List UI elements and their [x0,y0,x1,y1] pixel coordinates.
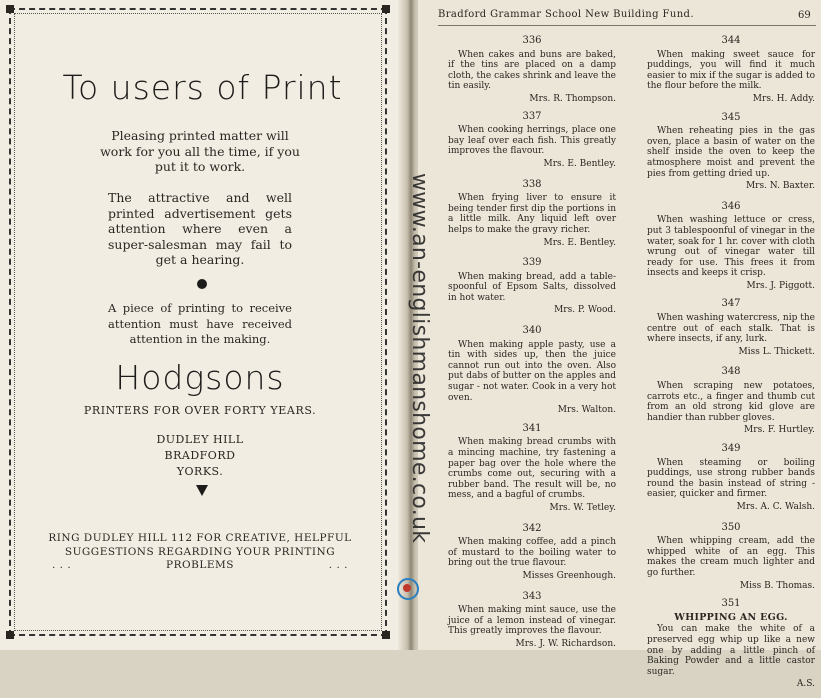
hint-number: 342 [522,522,542,534]
hint-text: When making bread crumbs with a mincing machine, try fastening a paper bag over the hole where the crumbs come out, securing with a rubber band. The result will be, no mess, and a bagful of crumbs. [448,437,616,501]
hint-author: A.S. [796,679,815,690]
address-line: DUDLEY HILL [156,433,244,446]
hint-author: Miss L. Thickett. [738,346,815,357]
hint-number: 345 [721,111,741,123]
hint-text: When washing watercress, nip the centre out of each stalk. That is where insects, if any, lurk. [647,313,815,345]
hint-entry [647,523,815,592]
address-line: YORKS. [176,465,224,478]
hint-number: 343 [522,590,542,602]
hint-number: 338 [522,178,542,190]
hint-number: 337 [522,110,542,122]
footer-line [30,559,370,573]
hint-number: 349 [721,443,741,454]
hint-text: When cooking herrings, place one bay leaf over each fish. This greatly improves the flavour. [448,125,616,157]
footer-dots: . . . [52,559,72,571]
hint-entry [448,524,616,582]
hint-author: Mrs. E. Bentley. [543,158,616,169]
running-head: Bradford Grammar School New Building Fund. [438,9,694,20]
hint-number: 344 [721,35,741,46]
hint-text: When scraping new potatoes, carrots etc., a finger and thumb cut from an old strong kid glove are handier than rubber gloves. [647,381,815,423]
company-tagline: PRINTERS FOR OVER FORTY YEARS. [83,404,317,417]
hint-text: When making apple pasty, use a tin with sides up, then the juice cannot run out into the oven. Also put dabs of butter on the apples and sugar - not water. Cook in a very hot oven. [448,339,616,403]
hint-text: When cakes and buns are baked, if the tins are placed on a damp cloth, the cakes shrink and leave the tin easily. [448,49,616,92]
hint-entry [448,258,616,316]
hint-number: 351 [721,598,741,610]
hint-text: When washing lettuce or cress, put 3 tablespoonful of vinegar in the water, soak for 1 hr. cover with cloth wrung out of vinegar water till ready for use. This frees it from insects and keeps it crisp. [647,215,815,279]
address-line: BRADFORD [164,449,236,462]
hint-number: 340 [522,325,542,337]
hint-author: Mrs. R. Thompson. [529,93,616,104]
footer-line: SUGGESTIONS REGARDING YOUR PRINTING [64,545,336,558]
hint-text: You can make the white of a preserved egg whip up like a new one by adding a little pinch of Baking Powder and a little castor sugar. [647,624,815,677]
hint-entry [647,444,815,513]
bullet-dot-icon [197,279,207,289]
hint-entry [647,367,815,436]
ad-paragraph-1: Pleasing printed matter will work for you all the time, if you put it to work. [100,128,300,174]
hint-entry [647,599,815,690]
hint-text: When making sweet sauce for puddings, you will find it much easier to mix if the sugar is added to the flour before the milk. [647,49,815,92]
hint-author: Mrs. W. Tetley. [549,502,616,513]
hint-text: When frying liver to ensure it being tender first dip the portions in a little milk. Any liquid left over helps to make the gravy richer. [448,193,616,235]
hint-title: WHIPPING AN EGG. [674,611,788,623]
ad-footer [30,532,370,573]
hints-column-left [448,36,616,658]
hint-author: Mrs. Walton. [557,405,616,416]
hint-author: Mrs. N. Baxter. [745,181,815,192]
hint-entry [448,592,616,650]
hint-text: When whipping cream, add the whipped white of an egg. This makes the cream much lighter and go further. [647,536,815,578]
hint-number: 339 [522,257,542,269]
hint-author: Mrs. J. Piggott. [746,280,815,291]
hint-author: Miss B. Thomas. [739,580,815,591]
hint-author: Mrs. P. Wood. [554,305,616,316]
company-address [0,432,400,480]
hint-author: Mrs. H. Addy. [752,93,815,104]
watermark: www.an-englishmanshome.co.uk [407,172,432,544]
hints-column-right [647,36,815,698]
hint-author: Mrs. A. C. Walsh. [736,501,815,512]
hint-entry [448,180,616,249]
hint-entry [448,112,616,170]
hint-text: When making coffee, add a pinch of mustard to the boiling water to bring out the true flavour. [448,537,616,569]
hint-number: 348 [721,366,741,378]
triangle-down-icon [196,485,208,496]
hint-entry [448,424,616,514]
footer-line: RING DUDLEY HILL 112 FOR CREATIVE, HELPFUL [48,532,352,544]
hint-text: When reheating pies in the gas oven, place a basin of water on the shelf inside the oven to keep the atmosphere moist and prevent the pies from getting dried up. [647,126,815,179]
ad-paragraph-2: The attractive and well printed advertisement gets attention where even a super-salesman may fail to get a hearing. [108,190,292,267]
page-number: 69 [798,10,811,21]
hints-page [418,0,821,690]
hint-number: 347 [721,298,741,310]
hint-author: Misses Greenhough. [522,570,616,581]
hint-text: When steaming or boiling puddings, use strong rubber bands round the basin instead of string - easier, quicker and firmer. [647,457,815,500]
company-name: Hodgsons [115,358,285,397]
footer-dots: . . . [328,559,348,571]
hint-number: 341 [522,422,542,434]
watermark-logo-icon [397,578,419,600]
hint-entry [448,326,616,416]
hint-entry [647,36,815,105]
ad-paragraph-3: A piece of printing to receive attention must have received attention in the making. [108,301,292,346]
hint-text: When making mint sauce, use the juice of a lemon instead of vinegar. This greatly improves the flavour. [448,605,616,637]
hint-entry [647,113,815,192]
ad-headline: To users of Print [62,68,343,107]
advertisement-page [0,0,405,650]
hint-entry [647,202,815,292]
hint-text: When making bread, add a table-spoonful of Epsom Salts, dissolved in hot water. [448,271,616,303]
hint-entry [647,299,815,357]
header-rule [438,25,816,26]
hint-author: Mrs. J. W. Richardson. [515,638,616,649]
hint-number: 346 [721,200,741,212]
hint-author: Mrs. E. Bentley. [543,237,616,248]
footer-line-3: PROBLEMS [166,559,234,571]
hint-number: 336 [522,35,542,46]
hint-number: 350 [721,521,741,533]
hint-entry [448,36,616,105]
hint-author: Mrs. F. Hurtley. [744,425,815,436]
